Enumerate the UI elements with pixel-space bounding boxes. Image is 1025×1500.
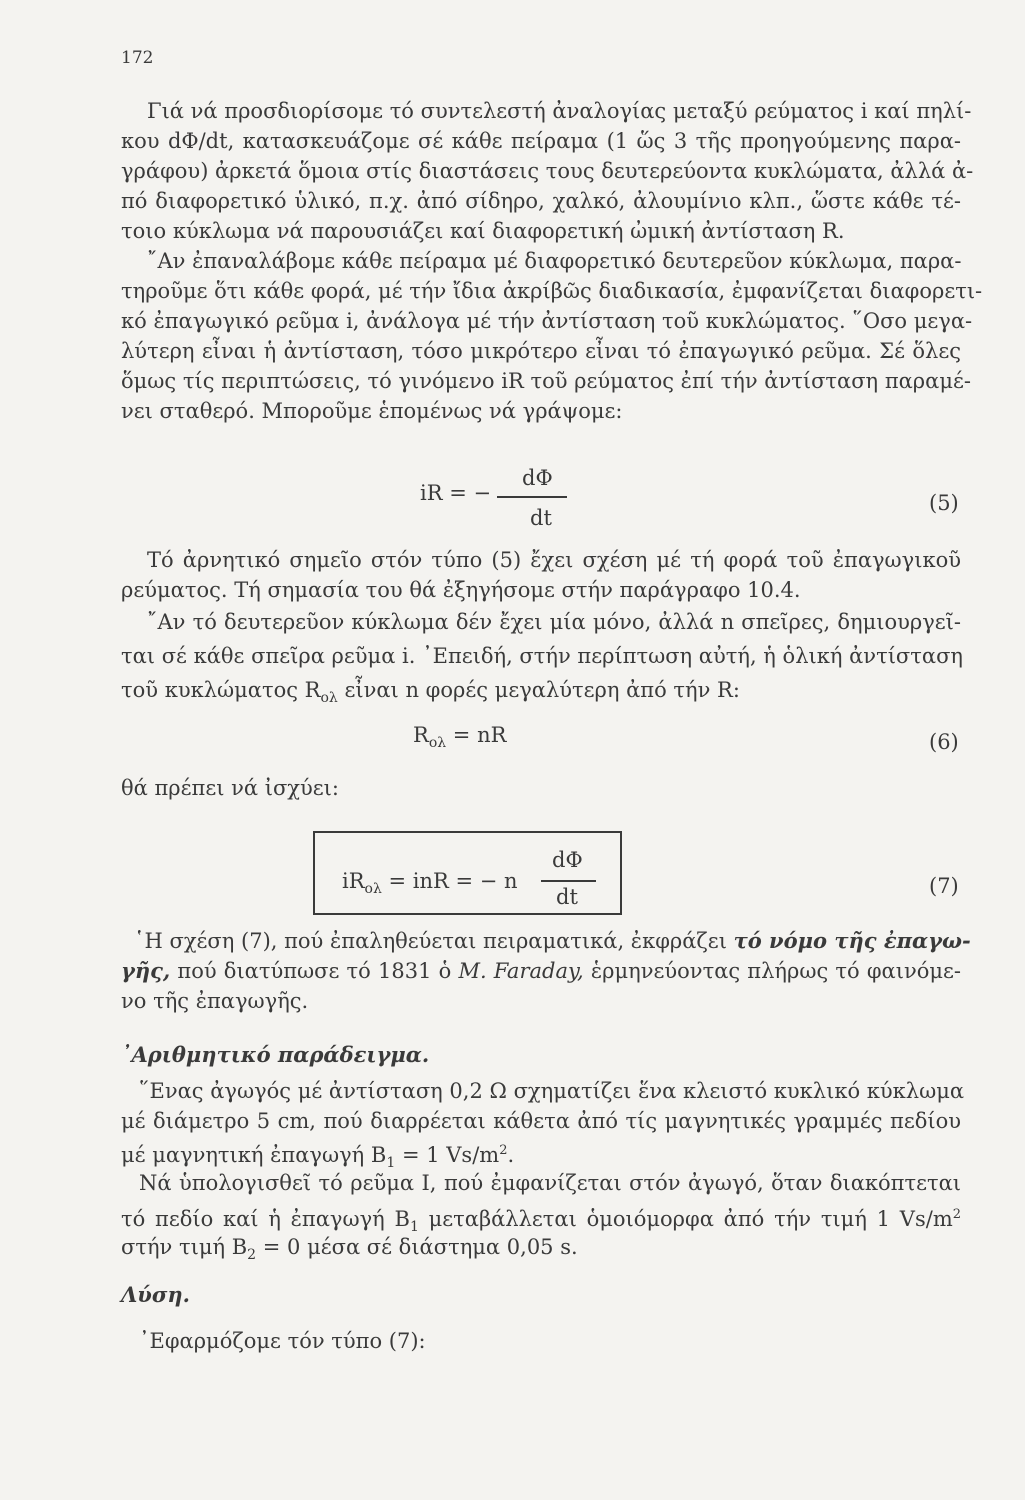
eq5-denominator: dt: [530, 506, 552, 530]
example-heading: ᾿Αριθμητικό παράδειγμα.: [121, 1042, 430, 1067]
text-line: νο τῆς ἐπαγωγῆς.: [121, 989, 309, 1013]
text-line: νει σταθερό. Μπορoῦμε ἑπομένως νά γράψομε:: [121, 399, 623, 423]
symbol-ir: iR: [342, 869, 365, 893]
author-name: M. Faraday,: [458, 959, 584, 983]
text-line: κου dΦ/dt, κατασκευάζομε σέ κάθε πείραμα (1 ὥς 3 τῆς προηγούμενης παρα-: [121, 129, 961, 153]
fraction-bar: [497, 496, 567, 498]
text-line: τηροῦμε ὅτι κάθε φορά, μέ τήν ἴδια ἀκρίβῶς διαδικασία, ἐμφανίζεται διαφορετι-: [121, 279, 983, 303]
text-line: πό διαφορετικό ὑλικό, π.χ. ἀπό σίδηρο, χαλκό, ἀλουμίνιο κλπ., ὥστε κάθε τέ-: [121, 189, 961, 213]
text-line: ῎Αν τό δευτερεῦον κύκλωμα δέν ἔχει μία μόνο, ἀλλά n σπεῖρες, δημιουργεῖ-: [147, 610, 961, 634]
page-number: 172: [121, 48, 154, 68]
text-line: Γιά νά προσδιορίσομε τό συντελεστή ἀναλογίας μεταξύ ρεύματος i καί πηλί-: [147, 99, 972, 123]
text-run: τό πεδίο καί ἡ ἐπαγωγή B: [121, 1207, 410, 1231]
fraction-bar: [541, 880, 596, 882]
text-run: μέ μαγνητική ἐπαγωγή B: [121, 1143, 387, 1167]
text-run: στήν τιμή B: [121, 1235, 248, 1259]
text-line: [121, 926, 971, 956]
text-line: Τό ἀρνητικό σημεῖο στόν τύπο (5) ἔχει σχέση μέ τή φορά τοῦ ἐπαγωγικοῦ: [147, 548, 961, 572]
equation-number: (6): [929, 730, 959, 754]
text-line: ται σέ κάθε σπεῖρα ρεῦμα i. ᾿Επειδή, στήν περίπτωση αὐτή, ἡ ὁλική ἀντίσταση: [121, 644, 963, 668]
text-run: ἑρμηνεύοντας πλήρως τό φαινόμε-: [583, 959, 961, 983]
text-line: [121, 956, 961, 986]
text-run: πού διατύπωσε τό 1831 ὁ: [170, 959, 459, 983]
subscript: 2: [247, 1247, 257, 1263]
text-line: [121, 1232, 961, 1270]
superscript: 2: [952, 1207, 962, 1222]
text-line: γράφου) ἀρκετά ὅμοια στίς διαστάσεις τους δευτερεύοντα κυκλώματα, ἀλλά ἀ-: [121, 159, 974, 183]
solution-heading: Λύση.: [121, 1282, 190, 1307]
symbol-r: R: [413, 723, 429, 747]
text-run: τοῦ κυκλώματος R: [121, 678, 321, 702]
eq7-expression: [342, 869, 518, 897]
text-run: .: [507, 1143, 515, 1167]
subscript: ολ: [428, 735, 447, 751]
emphasis-law: τό νόμο τῆς ἐπαγω-: [733, 928, 971, 953]
must-hold-text: θά πρέπει νά ἰσχύει:: [121, 776, 339, 800]
eq7-denominator: dt: [556, 885, 578, 909]
equation-number: (5): [929, 491, 959, 515]
eq7-numerator: dΦ: [552, 848, 583, 872]
text-line: μέ διάμετρο 5 cm, πού διαρρέεται κάθετα ἀπό τίς μαγνητικές γραμμές πεδίου: [121, 1109, 961, 1133]
subscript: ολ: [364, 881, 382, 897]
text-run: μεταβάλλεται ὁμοιόμορφα ἀπό τήν τιμή 1 Vs/m: [418, 1207, 953, 1231]
text-line: λύτερη εἶναι ἡ ἀντίσταση, τόσο μικρότερο εἶναι τό ἐπαγωγικό ρεῦμα. Σέ ὅλες: [121, 339, 961, 363]
text-line: [121, 675, 961, 713]
text-run: ῾Η σχέση (7), πού ἐπαληθεύεται πειραματικά, ἐκφράζει: [134, 929, 734, 953]
text-line: Νά ὑπολογισθεῖ τό ρεῦμα I, πού ἐμφανίζεται στόν ἀγωγό, ὅταν διακόπτεται: [139, 1171, 961, 1195]
subscript: 1: [386, 1155, 396, 1171]
eq5-lhs: iR = −: [420, 481, 492, 505]
text-run: εἶναι n φορές μεγαλύτερη ἀπό τήν R:: [337, 678, 740, 702]
eq6-rhs: = nR: [446, 723, 507, 747]
text-run: = 1 Vs/m: [395, 1143, 500, 1167]
eq5-numerator: dΦ: [522, 466, 553, 490]
eq6-expression: [413, 723, 506, 751]
emphasis-law: γῆς,: [121, 958, 171, 983]
text-line: ρεύματος. Τή σημασία του θά ἐξηγήσομε στήν παράγραφο 10.4.: [121, 578, 801, 602]
superscript: 2: [499, 1143, 508, 1158]
eq7-middle: = inR = − n: [381, 869, 518, 893]
text-line: ὅμως τίς περιπτώσεις, τό γινόμενο iR τοῦ ρεύματος ἐπί τήν ἀντίσταση παραμέ-: [121, 369, 971, 393]
subscript: ολ: [320, 690, 338, 706]
equation-number: (7): [929, 874, 959, 898]
text-line: ῎Αν ἐπαναλάβομε κάθε πείραμα μέ διαφορετικό δευτερεῦον κύκλωμα, παρα-: [147, 249, 962, 273]
text-line: ᾿Εφαρμόζομε τόν τύπο (7):: [139, 1329, 426, 1353]
text-line: κό ἐπαγωγικό ρεῦμα i, ἀνάλογα μέ τήν ἀντίσταση τοῦ κυκλώματος. ῞Οσο μεγα-: [121, 309, 973, 333]
text-run: = 0 μέσα σέ διάστημα 0,05 s.: [256, 1235, 578, 1259]
subscript: 1: [409, 1219, 419, 1235]
text-line: ῞Ενας ἀγωγός μέ ἀντίσταση 0,2 Ω σχηματίζει ἕνα κλειστό κυκλικό κύκλωμα: [139, 1079, 965, 1103]
text-line: τοιο κύκλωμα νά παρουσιάζει καί διαφορετική ὠμική ἀντίσταση R.: [121, 219, 845, 243]
